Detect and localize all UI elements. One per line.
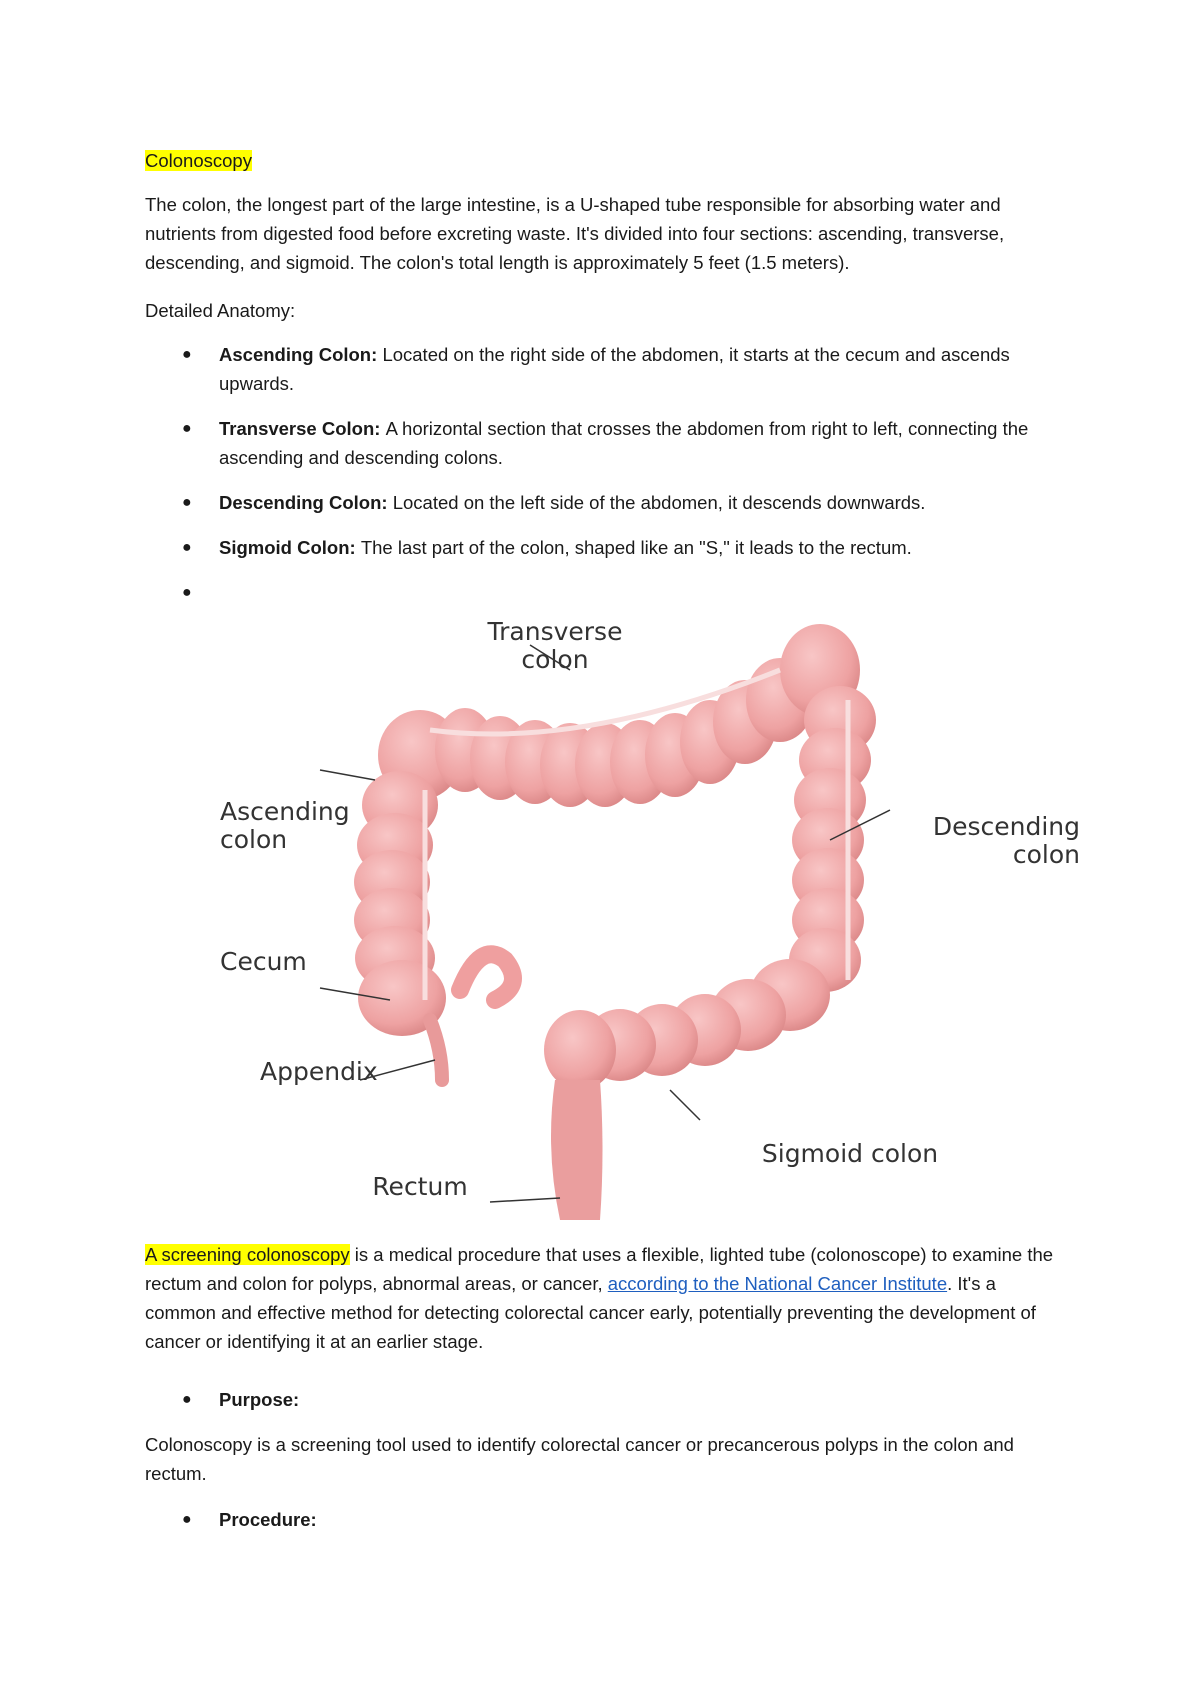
document-title: [145, 146, 1065, 175]
list-item-text: Located on the right side of the abdomen, it starts at the cecum and ascends upwards.: [219, 344, 1010, 394]
label-ascending-2: colon: [220, 825, 288, 854]
colon-anatomy-figure: [180, 610, 1095, 1220]
procedure-label: Procedure:: [219, 1509, 317, 1530]
list-item-text: Located on the left side of the abdomen, it descends downwards.: [392, 492, 926, 513]
label-cecum: Cecum: [220, 947, 307, 976]
title-highlight: Colonoscopy: [145, 150, 252, 171]
list-item: [145, 1505, 1045, 1534]
rectum-shape: [551, 1080, 603, 1220]
list-item: ● Sigmoid Colon: The last part of the colon, shaped like an "S," it leads to the rectum.: [145, 533, 1045, 562]
list-item: ● Descending Colon: Located on the left side of the abdomen, it descends downwards.: [145, 488, 1045, 517]
label-descending-1: Descending: [932, 812, 1080, 841]
bullet-icon: ●: [182, 420, 192, 437]
nci-link[interactable]: according to the National Cancer Institute: [607, 1273, 948, 1294]
screening-text-1: is a medical procedure that uses a flexible, lighted tube (colonoscope) to examine the rectum and colon for polyps, abnormal areas, or cancer,: [145, 1244, 1054, 1294]
label-appendix: Appendix: [260, 1057, 378, 1086]
procedure-list: [145, 1505, 1045, 1534]
anatomy-heading: Detailed Anatomy:: [145, 300, 296, 321]
label-sigmoid: Sigmoid colon: [761, 1139, 939, 1168]
screening-text-2: . It's a common and effective method for detecting colorectal cancer early, potentially preventing the development of cancer or identifying it at an earlier stage.: [145, 1273, 1036, 1352]
purpose-paragraph: Colonoscopy is a screening tool used to identify colorectal cancer or precancerous polyps in the colon and rectum.: [145, 1434, 1014, 1484]
label-ascending-1: Ascending: [220, 797, 350, 826]
list-item-term: Ascending Colon: [219, 344, 372, 365]
label-transverse-1: Transverse: [487, 617, 623, 646]
list-item-text: A horizontal section that crosses the abdomen from right to left, connecting the ascending and descending colons.: [219, 418, 1029, 468]
screening-paragraph: [145, 1240, 1065, 1356]
label-transverse-2: colon: [521, 645, 589, 674]
list-item: ● Ascending Colon: Located on the right side of the abdomen, it starts at the cecum and ascends upwards.: [145, 340, 1045, 398]
bullet-icon: ●: [182, 1511, 192, 1528]
list-item: ● Transverse Colon: A horizontal section that crosses the abdomen from right to left, connecting the ascending and descending colons.: [145, 414, 1045, 472]
appendix-shape: [430, 1020, 442, 1080]
purpose-label: Purpose:: [219, 1389, 300, 1410]
list-item: [145, 1385, 1045, 1414]
ileum-shape: [460, 954, 513, 1000]
colon-illustration: [180, 610, 1095, 1220]
bullet-icon: ●: [182, 1391, 192, 1408]
anatomy-list: [145, 340, 1045, 607]
screening-highlight: A screening colonoscopy: [145, 1244, 350, 1265]
label-descending-2: colon: [1012, 840, 1080, 869]
transverse-colon-shape: [378, 624, 860, 807]
intro-paragraph: The colon, the longest part of the large intestine, is a U-shaped tube responsible for absorbing water and nutrients from digested food before excreting waste. It's divided into four sections: ascending, transverse, descending, and sigmoid. The colon's total length is approximately 5 feet (1.5 meters).: [145, 194, 1005, 273]
sigmoid-colon-shape: [544, 959, 830, 1090]
bullet-icon: ●: [182, 584, 192, 601]
bullet-icon: ●: [182, 539, 192, 556]
label-rectum: Rectum: [372, 1172, 468, 1201]
list-item-text: The last part of the colon, shaped like an "S," it leads to the rectum.: [360, 537, 912, 558]
list-item-term: Descending Colon: [219, 492, 382, 513]
bullet-icon: ●: [182, 346, 192, 363]
list-item-term: Sigmoid Colon: [219, 537, 350, 558]
list-item-empty: [145, 578, 1045, 607]
bullet-icon: ●: [182, 494, 192, 511]
list-item-term: Transverse Colon: [219, 418, 375, 439]
purpose-list: [145, 1385, 1045, 1414]
